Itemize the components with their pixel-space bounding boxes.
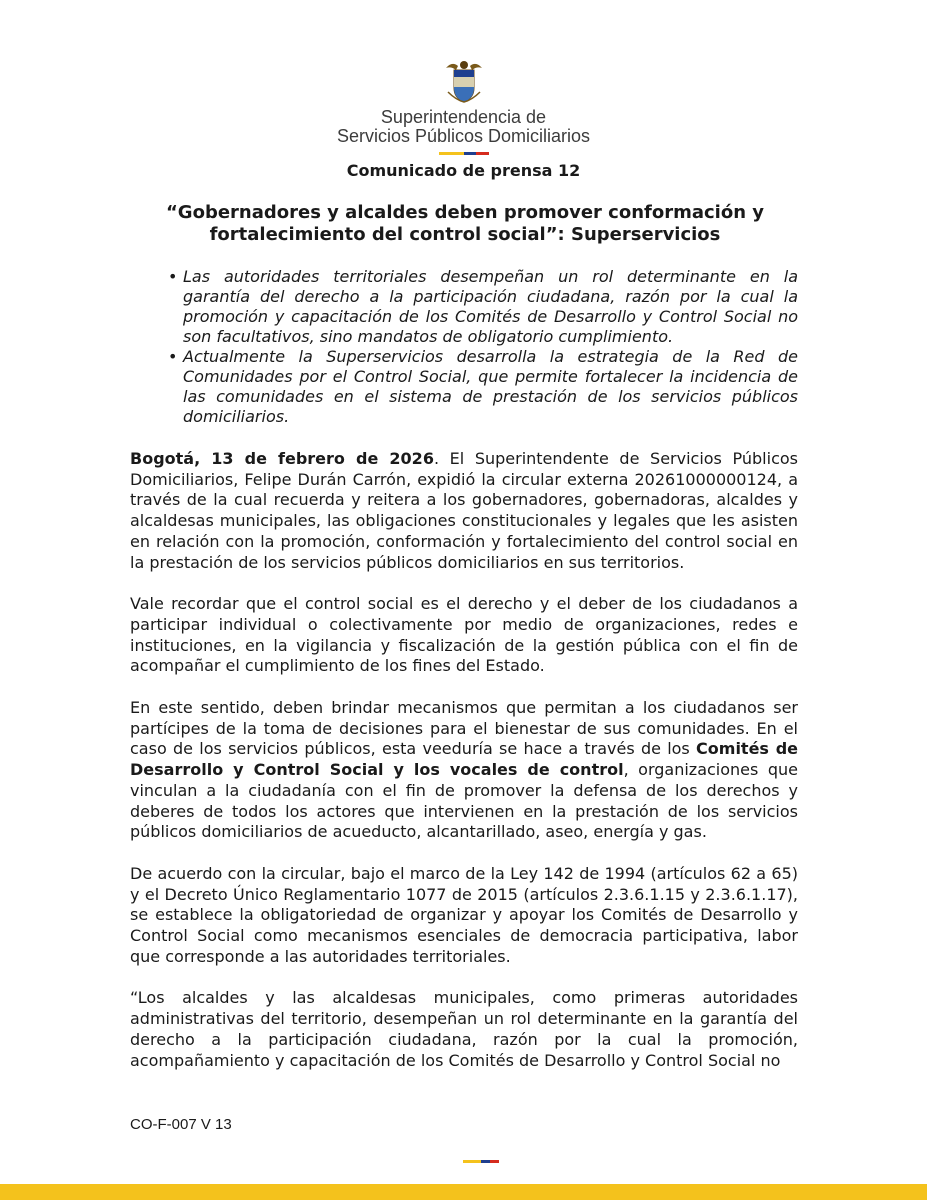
paragraph-1-text: . El Superintendente de Servicios Públicos Domiciliarios, Felipe Durán Carrón, expidió la circular externa 20261000000124, a través de la cual recuerda y reitera a los gobernadores, gobernadoras, alcaldes y alcaldesas municipales, las obligaciones constitucionales y legales que les asisten en relación con la promoción, conformación y fortalecimiento del control social en la prestación de los servicios públicos domiciliarios en sus territorios. xyxy=(130,449,798,572)
footer-flag-yellow xyxy=(463,1160,481,1163)
article-body xyxy=(130,449,798,1092)
flag-yellow xyxy=(439,152,464,155)
paragraph-3-after: , organizaciones que vinculan a la ciudadanía con el fin de promover la defensa de los derechos y deberes de todos los actores que intervienen en la prestación de los servicios públicos domiciliarios de acueducto, alcantarillado, aseo, energía y gas. xyxy=(130,760,798,842)
bullet-dot-icon: • xyxy=(168,347,178,366)
footer-flag-blue xyxy=(481,1160,490,1163)
paragraph-4: De acuerdo con la circular, bajo el marco de la Ley 142 de 1994 (artículos 62 a 65) y el Decreto Único Reglamentario 1077 de 2015 (artículos 2.3.6.1.15 y 2.3.6.1.17), se establece la obligatoriedad de organizar y apoyar los Comités de Desarrollo y Control Social como mecanismos esenciales de democracia participativa, labor que corresponde a las autoridades territoriales. xyxy=(130,863,798,966)
paragraph-2: Vale recordar que el control social es el derecho y el deber de los ciudadanos a participar individual o colectivamente por medio de organizaciones, redes e instituciones, en la vigilancia y fiscalización de la gestión pública con el fin de acompañar el cumplimiento de los fines del Estado. xyxy=(130,594,798,676)
organization-name xyxy=(0,108,927,146)
letterhead xyxy=(0,58,927,155)
flag-blue xyxy=(464,152,477,155)
organization-name-line2: Servicios Públicos Domiciliarios xyxy=(336,126,591,146)
document-label: Comunicado de prensa 12 xyxy=(346,161,581,180)
headline-line1: “Gobernadores y alcaldes deben promover conformación y xyxy=(165,202,765,223)
paragraph-3-bold: Comités de Desarrollo y Control Social y los vocales de control xyxy=(130,739,798,780)
summary-bullet xyxy=(130,347,798,427)
summary-bullet-text: Las autoridades territoriales desempeñan un rol determinante en la garantía del derecho a la participación ciudadana, razón por la cual la promoción y capacitación de los Comités de Desarrollo y Control Social no son facultativos, sino mandatos de obligatorio cumplimiento. xyxy=(183,267,798,346)
bullet-dot-icon: • xyxy=(168,267,178,286)
paragraph-3-before: En este sentido, deben brindar mecanismos que permitan a los ciudadanos ser partícipes de la toma de decisiones para el bienestar de sus comunidades. En el caso de los servicios públicos, esta veeduría se hace a través de los xyxy=(130,698,798,759)
footer-flag-stripe xyxy=(463,1160,499,1163)
summary-bullets xyxy=(130,267,798,427)
flag-red xyxy=(476,152,489,155)
summary-bullet-text: Actualmente la Superservicios desarrolla la estrategia de la Red de Comunidades por el Control Social, que permite fortalecer la incidencia de las comunidades en el sistema de prestación de los servicios públicos domiciliarios. xyxy=(183,347,798,426)
dateline: Bogotá, 13 de febrero de 2026 xyxy=(130,449,434,468)
footer-bar xyxy=(0,1184,927,1200)
headline-line2: fortalecimiento del control social”: Superservicios xyxy=(209,224,721,245)
organization-name-line1: Superintendencia de xyxy=(380,107,547,127)
summary-bullet xyxy=(130,267,798,347)
headline xyxy=(140,202,790,246)
footer-flag-red xyxy=(490,1160,499,1163)
coat-of-arms-icon xyxy=(442,58,486,104)
paragraph-3 xyxy=(130,698,798,843)
paragraph-1 xyxy=(130,449,798,573)
website-link[interactable]: www.superservicios.gov.co xyxy=(372,1164,555,1180)
paragraph-5: “Los alcaldes y las alcaldesas municipales, como primeras autoridades administrativas del territorio, desempeñan un rol determinante en la garantía del derecho a la participación ciudadana, razón por la cual la promoción, acompañamiento y capacitación de los Comités de Desarrollo y Control Social no xyxy=(130,988,798,1070)
form-code: CO-F-007 V 13 xyxy=(130,1116,232,1133)
flag-stripe xyxy=(439,152,489,155)
